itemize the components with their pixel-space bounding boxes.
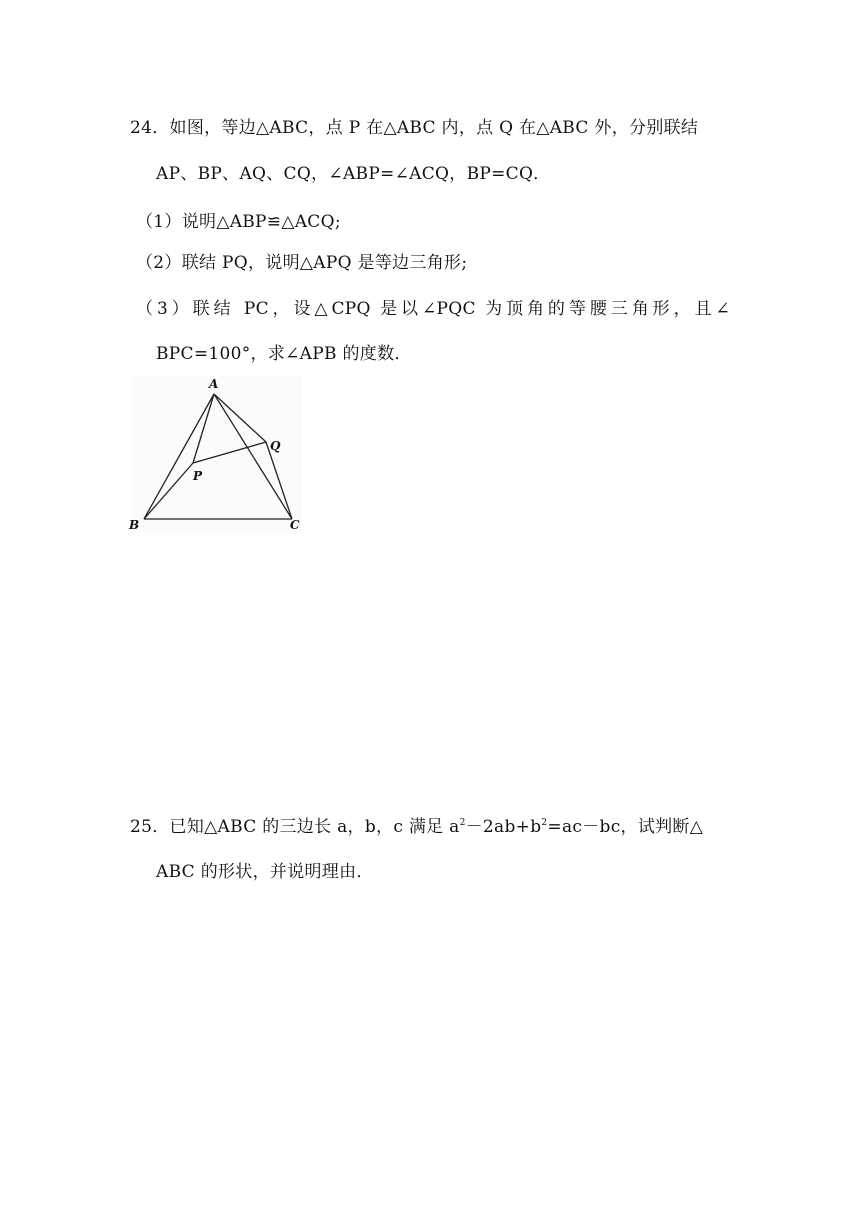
label-C: C — [290, 518, 300, 532]
q25-stem-line-2: ABC 的形状，并说明理由． — [156, 862, 374, 882]
q25-text-part-3: =ac－bc，试判断△ — [547, 817, 704, 837]
q24-subquestion-1: （1）说明△ABP≌△ACQ; — [136, 212, 341, 232]
label-P: P — [193, 469, 203, 483]
q25-text-part-2: －2ab+b — [465, 817, 542, 837]
q24-stem-line-1: 24．如图，等边△ABC，点 P 在△ABC 内，点 Q 在△ABC 外，分别联结 — [130, 118, 699, 138]
q24-subquestion-2: （2）联结 PQ，说明△APQ 是等边三角形; — [136, 253, 468, 273]
label-B: B — [129, 518, 140, 532]
geometry-figure — [122, 372, 312, 537]
q25-text-part-1: 25．已知△ABC 的三边长 a，b，c 满足 a — [130, 817, 460, 837]
label-A: A — [209, 377, 219, 391]
q24-subquestion-3-line-2: BPC=100°，求∠APB 的度数． — [156, 344, 412, 364]
q24-subquestion-3-line-1: （3）联结 PC，设△CPQ 是以∠PQC 为顶角的等腰三角形，且∠ — [136, 299, 730, 319]
q25-exponent-a: 2 — [459, 818, 466, 828]
q24-stem-line-2: AP、BP、AQ、CQ，∠ABP=∠ACQ，BP=CQ． — [156, 164, 551, 184]
q25-exponent-b: 2 — [541, 818, 548, 828]
label-Q: Q — [270, 439, 281, 453]
triangle-diagram — [122, 372, 312, 537]
q25-stem-line-1 — [130, 816, 703, 838]
